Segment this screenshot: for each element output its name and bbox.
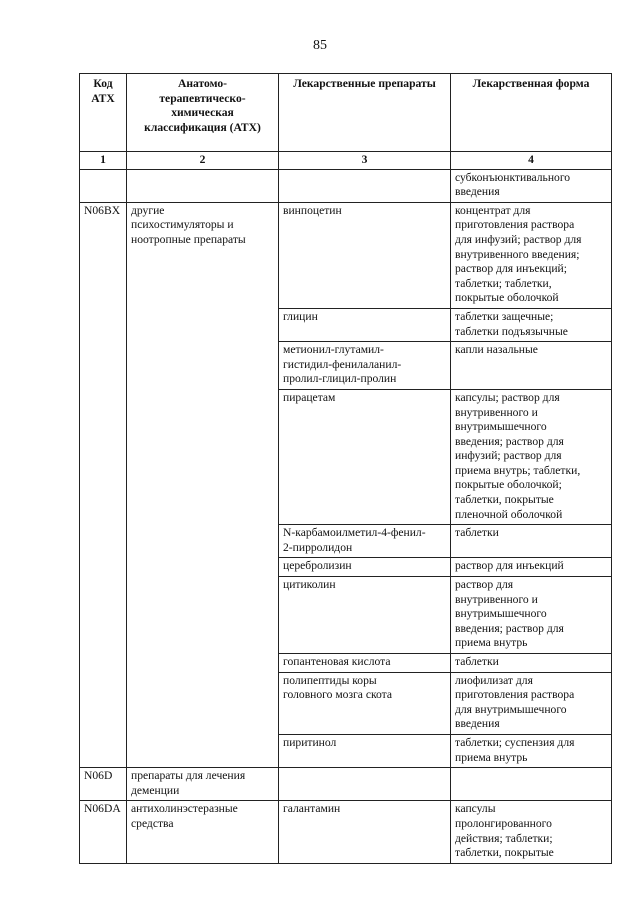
drug-cell: цитиколин <box>279 577 451 654</box>
header-row <box>80 74 612 152</box>
table-row <box>80 202 612 308</box>
form-cell: таблетки защечные; таблетки подъязычные <box>451 308 612 341</box>
column-number: 2 <box>127 152 279 170</box>
form-cell: субконъюнктивального введения <box>451 169 612 202</box>
drug-cell: винпоцетин <box>279 202 451 308</box>
drug-cell <box>279 169 451 202</box>
form-cell: таблетки <box>451 654 612 673</box>
code-cell <box>80 169 127 202</box>
drug-cell: полипептиды коры головного мозга скота <box>279 672 451 734</box>
code-cell: N06DA <box>80 801 127 863</box>
form-cell: раствор для внутривенного и внутримышечного введения; раствор для приема внутрь <box>451 577 612 654</box>
classification-cell <box>127 169 279 202</box>
drug-cell: глицин <box>279 308 451 341</box>
drug-cell: метионил-глутамил- гистидил-фенилаланил- пролил-глицил-пролин <box>279 342 451 390</box>
atc-table <box>79 73 612 864</box>
form-cell: капсулы; раствор для внутривенного и внутримышечного введения; раствор для инфузий; раствор для приема внутрь; таблетки, покрытые оболочкой; таблетки, покрытые пленочной оболочкой <box>451 389 612 524</box>
column-number: 4 <box>451 152 612 170</box>
form-cell: капсулы пролонгированного действия; таблетки; таблетки, покрытые <box>451 801 612 863</box>
table-row <box>80 169 612 202</box>
page-number: 85 <box>313 38 327 53</box>
header-code: Код АТХ <box>80 74 127 152</box>
drug-cell: церебролизин <box>279 558 451 577</box>
code-cell: N06BX <box>80 202 127 767</box>
form-cell: концентрат для приготовления раствора для инфузий; раствор для внутривенного введения; раствор для инъекций; таблетки; таблетки, покрытые оболочкой <box>451 202 612 308</box>
drug-cell: пиритинол <box>279 734 451 767</box>
drug-cell: галантамин <box>279 801 451 863</box>
table-row <box>80 768 612 801</box>
column-number: 3 <box>279 152 451 170</box>
form-cell: лиофилизат для приготовления раствора для внутримышечного введения <box>451 672 612 734</box>
classification-cell: антихолинэстеразные средства <box>127 801 279 863</box>
classification-cell: препараты для лечения деменции <box>127 768 279 801</box>
form-cell <box>451 768 612 801</box>
drug-cell: N-карбамоилметил-4-фенил- 2-пирролидон <box>279 525 451 558</box>
header-drugs: Лекарственные препараты <box>279 74 451 152</box>
header-form: Лекарственная форма <box>451 74 612 152</box>
drug-cell: пирацетам <box>279 389 451 524</box>
form-cell: раствор для инъекций <box>451 558 612 577</box>
form-cell: таблетки <box>451 525 612 558</box>
column-number: 1 <box>80 152 127 170</box>
table-row <box>80 801 612 863</box>
column-number-row <box>80 152 612 170</box>
form-cell: таблетки; суспензия для приема внутрь <box>451 734 612 767</box>
code-cell: N06D <box>80 768 127 801</box>
drug-cell: гопантеновая кислота <box>279 654 451 673</box>
form-cell: капли назальные <box>451 342 612 390</box>
classification-cell: другие психостимуляторы и ноотропные препараты <box>127 202 279 767</box>
header-classification: Анатомо- терапевтическо- химическая классификация (АТХ) <box>127 74 279 152</box>
drug-cell <box>279 768 451 801</box>
